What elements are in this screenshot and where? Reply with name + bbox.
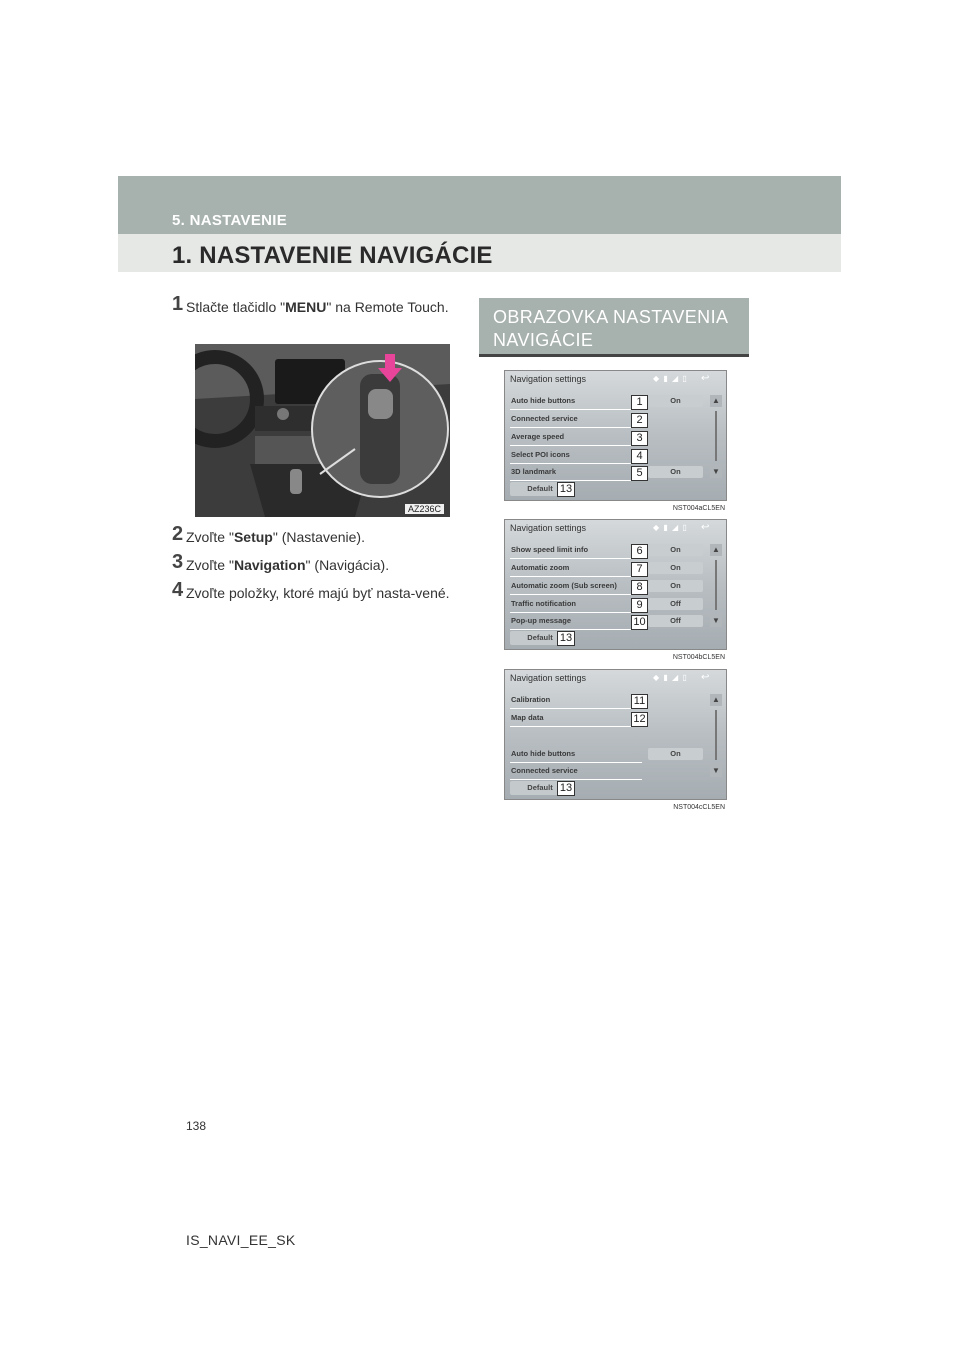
screen-code: NST004aCL5EN [672, 505, 725, 512]
settings-row[interactable]: Automatic zoom 7 [510, 562, 642, 577]
toggle-button[interactable]: Off [648, 598, 703, 610]
section-heading-box [479, 298, 749, 357]
page-number: 138 [186, 1119, 207, 1133]
settings-row[interactable]: Average speed 3 [510, 431, 642, 446]
remote-touch-illustration [195, 344, 450, 517]
section-heading: OBRAZOVKA NASTAVENIA NAVIGÁCIE [493, 307, 728, 350]
setup-label: Setup [233, 529, 273, 545]
settings-row[interactable]: Pop-up message 10 [510, 615, 642, 630]
callout-badge: 10 [631, 615, 648, 630]
step-1: 1 Stlačte tlačidlo "MENU" na Remote Touch. [172, 293, 449, 315]
toggle-button[interactable]: On [648, 466, 703, 478]
screen-code: NST004bCL5EN [672, 654, 725, 661]
settings-row[interactable]: 3D landmark 5 [510, 466, 642, 481]
toggle-button[interactable]: Off [648, 615, 703, 627]
page-title: 1. NASTAVENIE NAVIGÁCIE [172, 242, 493, 269]
settings-row[interactable]: Auto hide buttons [510, 748, 642, 763]
status-icons: ◆ ▮ ◢ ▯ [653, 673, 688, 682]
callout-badge: 1 [631, 395, 648, 410]
navigation-settings-screen-1 [504, 370, 727, 512]
screen-title: Navigation settings [510, 673, 587, 683]
scroll-up-icon[interactable]: ▲ [710, 395, 722, 407]
back-icon[interactable]: ↩ [701, 672, 710, 683]
navigation-settings-screen-2 [504, 519, 727, 661]
menu-key-label: MENU [285, 299, 327, 315]
toggle-button[interactable]: On [648, 748, 703, 760]
step-3: 3 Zvoľte "Navigation" (Navigácia). [172, 551, 390, 573]
navigation-label: Navigation [233, 557, 306, 573]
callout-badge: 13 [557, 781, 575, 796]
callout-badge: 3 [631, 431, 648, 446]
chapter-header-band [118, 176, 841, 234]
figure-code: AZ236C [405, 504, 444, 514]
scroll-up-icon[interactable]: ▲ [710, 694, 722, 706]
callout-badge: 4 [631, 449, 648, 464]
settings-row[interactable]: Show speed limit info 6 [510, 544, 642, 559]
settings-row[interactable]: Map data 12 [510, 712, 642, 727]
settings-row[interactable]: Traffic notification 9 [510, 598, 642, 613]
callout-badge: 5 [631, 466, 648, 481]
scroll-down-icon[interactable]: ▼ [710, 765, 722, 777]
settings-row[interactable]: Calibration 11 [510, 694, 642, 709]
toggle-button[interactable]: On [648, 544, 703, 556]
scrollbar[interactable] [715, 710, 717, 760]
callout-badge: 7 [631, 562, 648, 577]
scrollbar[interactable] [715, 560, 717, 610]
settings-row[interactable]: Connected service 2 [510, 413, 642, 428]
callout-badge: 13 [557, 482, 575, 497]
default-button[interactable]: Default [510, 781, 570, 795]
settings-row[interactable]: Auto hide buttons 1 [510, 395, 642, 410]
back-icon[interactable]: ↩ [701, 373, 710, 384]
toggle-button[interactable]: On [648, 395, 703, 407]
default-button[interactable]: Default [510, 482, 570, 496]
settings-row[interactable]: Connected service [510, 765, 642, 780]
screen-title: Navigation settings [510, 523, 587, 533]
callout-badge: 2 [631, 413, 648, 428]
callout-badge: 9 [631, 598, 648, 613]
section-label: 5. NASTAVENIE [172, 212, 288, 229]
scroll-down-icon[interactable]: ▼ [710, 466, 722, 478]
settings-row[interactable]: Select POI icons 4 [510, 449, 642, 464]
default-button[interactable]: Default [510, 631, 570, 645]
navigation-settings-screen-3 [504, 669, 727, 811]
settings-row[interactable]: Automatic zoom (Sub screen) 8 [510, 580, 642, 595]
callout-badge: 13 [557, 631, 575, 646]
screen-code: NST004cCL5EN [673, 804, 725, 811]
callout-badge: 8 [631, 580, 648, 595]
scroll-up-icon[interactable]: ▲ [710, 544, 722, 556]
step-2: 2 Zvoľte "Setup" (Nastavenie). [172, 523, 365, 545]
scroll-down-icon[interactable]: ▼ [710, 615, 722, 627]
scrollbar[interactable] [715, 411, 717, 461]
status-icons: ◆ ▮ ◢ ▯ [653, 523, 688, 532]
document-id: IS_NAVI_EE_SK [186, 1232, 296, 1248]
toggle-button[interactable]: On [648, 580, 703, 592]
callout-badge: 11 [631, 694, 648, 709]
callout-badge: 12 [631, 712, 648, 727]
screen-title: Navigation settings [510, 374, 587, 384]
step-4: 4 Zvoľte položky, ktoré majú byť nasta-vené. [172, 579, 450, 601]
car-interior-image [195, 344, 450, 517]
back-icon[interactable]: ↩ [701, 522, 710, 533]
callout-badge: 6 [631, 544, 648, 559]
toggle-button[interactable]: On [648, 562, 703, 574]
chapter-header [118, 176, 841, 272]
status-icons: ◆ ▮ ◢ ▯ [653, 374, 688, 383]
